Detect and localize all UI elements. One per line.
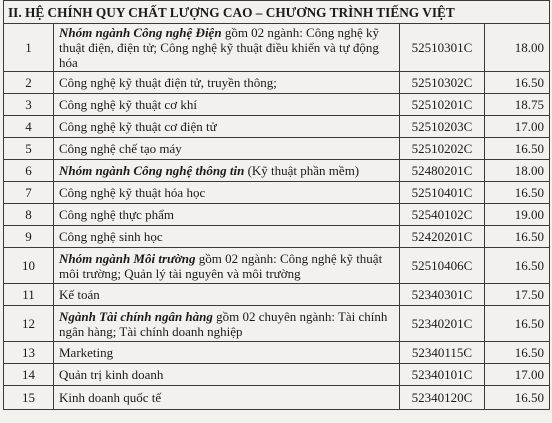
program-name — [54, 24, 400, 72]
section-title: II. HỆ CHÍNH QUY CHẤT LƯỢNG CAO – CHƯƠNG TRÌNH TIẾNG VIỆT — [4, 1, 550, 24]
admission-score: 18.00 — [485, 24, 550, 72]
program-code: 52510203C — [400, 116, 485, 138]
program-name — [54, 306, 400, 342]
row-number: 11 — [4, 284, 54, 306]
row-number: 7 — [4, 182, 54, 204]
program-description: gồm 02 ngành: Công nghệ kỹ thuật môi trường; Quản lý tài nguyên và môi trường — [59, 250, 383, 281]
program-description: Công nghệ kỹ thuật cơ điện tử — [59, 119, 217, 134]
table-row — [4, 386, 550, 410]
program-code: 52340115C — [400, 342, 485, 364]
program-code: 52340301C — [400, 284, 485, 306]
admission-score: 16.50 — [485, 138, 550, 160]
program-group-title: Nhóm ngành Môi trường — [59, 250, 196, 266]
admission-score-table — [3, 0, 550, 410]
admission-score: 17.50 — [485, 284, 550, 306]
program-name — [54, 342, 400, 364]
program-group-title: Nhóm ngành Công nghệ Điện — [59, 25, 222, 40]
program-description: Công nghệ sinh học — [59, 229, 163, 244]
admission-score: 16.50 — [485, 306, 550, 342]
program-name — [54, 204, 400, 226]
admission-score: 16.50 — [485, 72, 550, 94]
table-row — [4, 138, 550, 160]
program-name — [54, 226, 400, 248]
program-code: 52510406C — [400, 248, 485, 284]
program-group-title: Nhóm ngành Công nghệ thông tin — [59, 163, 245, 178]
program-name — [54, 248, 400, 284]
admission-score: 16.50 — [485, 248, 550, 284]
program-code: 52340101C — [400, 364, 485, 386]
program-code: 52340120C — [400, 386, 485, 410]
row-number: 15 — [4, 386, 54, 410]
table-row — [4, 306, 550, 342]
program-description: Công nghệ thực phẩm — [59, 207, 175, 222]
table-row — [4, 342, 550, 364]
table-row — [4, 72, 550, 94]
row-number: 10 — [4, 248, 54, 284]
table-row — [4, 364, 550, 386]
row-number: 3 — [4, 94, 54, 116]
program-name — [54, 116, 400, 138]
admission-score: 19.00 — [485, 204, 550, 226]
program-description: Công nghệ chế tạo máy — [59, 141, 182, 156]
program-code: 52510302C — [400, 72, 485, 94]
program-code: 52480201C — [400, 160, 485, 182]
row-number: 6 — [4, 160, 54, 182]
program-code: 52340201C — [400, 306, 485, 342]
program-description: (Kỹ thuật phần mềm) — [244, 163, 360, 178]
row-number: 9 — [4, 226, 54, 248]
admission-score: 18.75 — [485, 94, 550, 116]
program-name — [54, 364, 400, 386]
program-name — [54, 386, 400, 410]
program-description: Quản trị kinh doanh — [59, 367, 164, 382]
program-description: Công nghệ kỹ thuật hóa học — [59, 185, 206, 200]
table-row — [4, 226, 550, 248]
row-number: 4 — [4, 116, 54, 138]
program-code: 52510201C — [400, 94, 485, 116]
admission-score: 16.50 — [485, 342, 550, 364]
program-code: 52510401C — [400, 182, 485, 204]
table-row — [4, 204, 550, 226]
program-group-title: Ngành Tài chính ngân hàng — [59, 308, 213, 324]
program-name — [54, 138, 400, 160]
row-number: 1 — [4, 24, 54, 72]
program-description: Công nghệ kỹ thuật cơ khí — [59, 97, 197, 112]
admission-score: 17.00 — [485, 364, 550, 386]
program-name — [54, 160, 400, 182]
program-description: gồm 02 chuyên ngành: Tài chính ngân hàng; Tài chính doanh nghiệp — [59, 308, 388, 339]
admission-score: 16.50 — [485, 386, 550, 410]
admission-score: 16.50 — [485, 182, 550, 204]
program-name — [54, 182, 400, 204]
program-code: 52510202C — [400, 138, 485, 160]
row-number: 2 — [4, 72, 54, 94]
admission-score: 18.00 — [485, 160, 550, 182]
table-row — [4, 182, 550, 204]
program-description: gồm 02 ngành: Công nghệ kỹ thuật điện, điện tử; Công nghệ kỹ thuật điều khiển và tự động hóa — [59, 25, 379, 70]
row-number: 14 — [4, 364, 54, 386]
table-row — [4, 24, 550, 72]
table-row — [4, 94, 550, 116]
program-name — [54, 94, 400, 116]
program-code: 52510301C — [400, 24, 485, 72]
program-description: Marketing — [59, 345, 114, 360]
program-name — [54, 72, 400, 94]
row-number: 5 — [4, 138, 54, 160]
row-number: 13 — [4, 342, 54, 364]
program-code: 52420201C — [400, 226, 485, 248]
admission-score: 16.50 — [485, 226, 550, 248]
program-code: 52540102C — [400, 204, 485, 226]
table-row — [4, 284, 550, 306]
table-row — [4, 116, 550, 138]
program-description: Công nghệ kỹ thuật điện tử, truyền thông; — [59, 75, 277, 90]
program-name — [54, 284, 400, 306]
section-header-row — [4, 1, 550, 24]
admission-score: 17.00 — [485, 116, 550, 138]
row-number: 8 — [4, 204, 54, 226]
row-number: 12 — [4, 306, 54, 342]
table-row — [4, 248, 550, 284]
program-description: Kế toán — [59, 287, 100, 302]
program-description: Kinh doanh quốc tế — [59, 390, 162, 405]
table-row — [4, 160, 550, 182]
